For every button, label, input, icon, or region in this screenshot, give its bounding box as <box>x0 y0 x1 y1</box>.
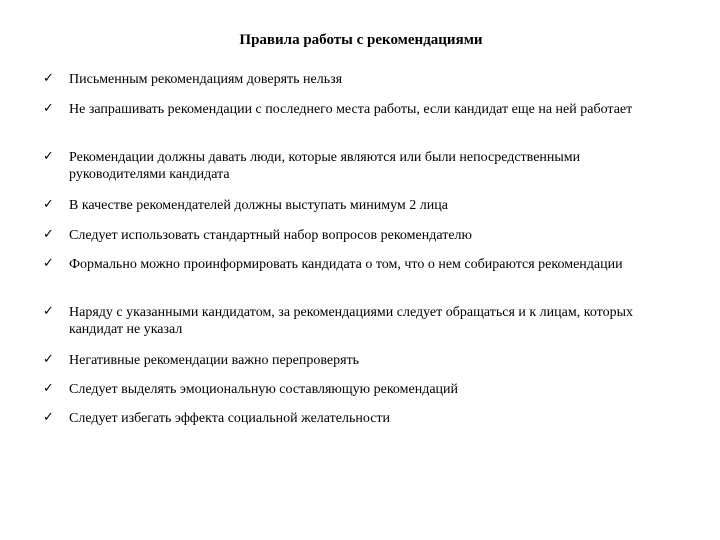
list-item-text: Формально можно проинформировать кандидата о том, что о нем собираются рекомендации <box>69 257 623 272</box>
check-mark-icon: ✓ <box>43 304 54 319</box>
list-item-text: Рекомендации должны давать люди, которые являются или были непосредственными руководителями кандидата <box>69 150 581 182</box>
check-mark-icon: ✓ <box>43 410 54 425</box>
slide-title: Правила работы с рекомендациями <box>239 32 483 48</box>
check-mark-icon: ✓ <box>43 101 54 116</box>
list-item-text: Наряду с указанными кандидатом, за рекомендациями следует обращаться и к лицам, которых кандидат не указал <box>69 305 633 337</box>
list-item-text: В качестве рекомендателей должны выступать минимум 2 лица <box>69 198 448 213</box>
check-mark-icon: ✓ <box>43 197 54 212</box>
check-mark-icon: ✓ <box>43 256 54 271</box>
list-item-text: Следует использовать стандартный набор вопросов рекомендателю <box>69 228 472 243</box>
check-mark-icon: ✓ <box>43 149 54 164</box>
check-mark-icon: ✓ <box>43 352 54 367</box>
list-item-text: Не запрашивать рекомендации с последнего места работы, если кандидат еще на ней работает <box>69 102 633 117</box>
list-item-text: Следует избегать эффекта социальной желательности <box>69 411 391 426</box>
check-mark-icon: ✓ <box>43 71 54 86</box>
list-item-text: Следует выделять эмоциональную составляющую рекомендаций <box>69 382 459 397</box>
list-item-text: Письменным рекомендациям доверять нельзя <box>69 72 343 87</box>
check-mark-icon: ✓ <box>43 227 54 242</box>
check-mark-icon: ✓ <box>43 381 54 396</box>
list-item-text: Негативные рекомендации важно перепроверять <box>69 353 360 368</box>
